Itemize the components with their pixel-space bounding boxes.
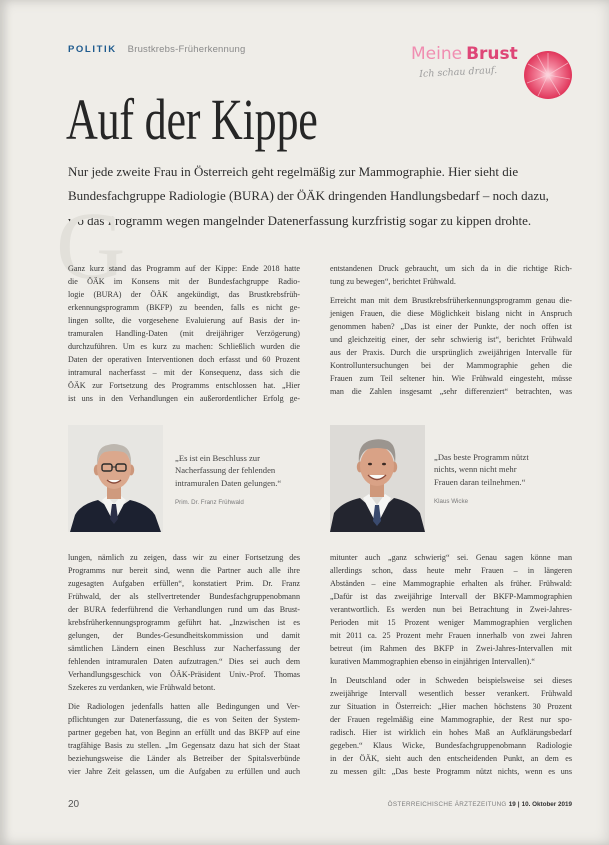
text-line-content: jenigen Frauen, die diese Möglichkeit bislang nicht in Anspruch [330, 309, 572, 318]
text-line-content: gelungen, der Bundes-Gesundheitskommission und damit [68, 631, 300, 640]
text-line [68, 353, 300, 366]
text-line [68, 288, 300, 301]
text-line [330, 752, 572, 765]
text-line-content: Verhandlungsgeschick von ÖÄK-Präsident Univ.-Prof. Thomas [68, 670, 300, 679]
text-line-content: Perioden mit 15 Prozent weniger Mammographien verglichen [330, 618, 572, 627]
quote-line: intramuralen Daten gelungen.“ [175, 477, 282, 488]
text-line-content: krebsfrüherkennungsprogramm geführt hat. „Inzwischen ist es [68, 618, 300, 627]
text-line [330, 765, 572, 778]
text-line [68, 366, 300, 379]
quote-line: Frauen daran teilnehmen.“ [434, 476, 526, 487]
text-line-content: Die Radiologen jedenfalls hatten alle Bedingungen und Ver- [68, 702, 300, 711]
paragraph [330, 262, 572, 288]
quote-line: nichts, wenn nicht mehr [434, 464, 517, 475]
lead-line: Bundesfachgruppe Radiologie (BURA) der ÖÄK dringenden Handlungsbedarf – noch dazu, [68, 188, 549, 204]
portrait-photo-frühwald [68, 425, 163, 532]
text-line-content: Frühwald, der als stellvertretender Bundesfachgruppenobmann [68, 592, 300, 601]
text-line [68, 392, 300, 405]
text-line [68, 726, 300, 739]
text-line [330, 700, 572, 713]
text-line-content: „Dafür ist das zweijährige Intervall der BKFP-Mammographien [330, 592, 572, 601]
text-line-content: in der ÖÄK, sieht auch den entscheidenden Punkt, an dem es [330, 754, 572, 763]
text-line [330, 674, 572, 687]
text-line-content: genommen haben? „Das ist einer der Punkte, der noch offen ist [330, 322, 572, 331]
text-line-content: tramuralen Handling-Daten (mit dreijähriger Verzögerung) [68, 329, 300, 338]
issue-date: 10. Oktober 2019 [521, 801, 572, 808]
text-line-content: logie (BURA) der ÖÄK angekündigt, das Brustkrebsfrüh- [68, 290, 300, 299]
logo-wordmark [411, 44, 518, 64]
text-line-content: aus der Praxis. Durch die ursprünglich zweijährigen Intervalle für [330, 348, 572, 357]
text-line [330, 577, 572, 590]
text-line-content: gegeben.“ Klaus Wicke, Bundesfachgruppenobmann Radiologie [330, 741, 572, 750]
text-line-content: mit 2011 ca. 25 Prozent mehr Frauen innerhalb von zwei Jahren [330, 631, 572, 640]
pull-quote-frühwald [175, 452, 295, 510]
text-line [330, 346, 572, 359]
text-line [68, 564, 300, 577]
quote-line: Nacherfassung der fehlenden [175, 465, 276, 476]
text-line [68, 577, 300, 590]
text-line [330, 333, 572, 346]
logo-word-brust: Brust [466, 44, 518, 64]
text-line-content: radisch. Hier ist wirklich ein hohes Maß an Aufklärungsbedarf [330, 728, 572, 737]
text-line-content: beziehungsweise die Länder als Betreiber der Spitalsverbünde [68, 754, 300, 763]
text-line-content: tragfähige Basis zu stellen. „Im Gegensatz dazu hat sich der Staat [68, 741, 300, 750]
text-line [68, 713, 300, 726]
text-line [330, 372, 572, 385]
quote-line: „Das beste Programm nützt [434, 452, 529, 462]
text-line [68, 340, 300, 353]
text-line [68, 629, 300, 642]
issue-number: 19 [508, 801, 516, 808]
text-line-content: Daten der operativen Interventionen doch erfasst und 60 Prozent [68, 355, 300, 364]
body-column-bottom-right [330, 551, 572, 778]
text-line-content: lungen, nämlich zu zeigen, dass wir zu einer Fortsetzung des [68, 553, 300, 562]
page-number: 20 [68, 799, 80, 810]
text-line-content: entstandenen Druck gebraucht, um sich da in die richtige Rich- [330, 264, 572, 273]
text-line [330, 275, 572, 288]
text-line-content: mitunter auch „ganz schwierig“ sei. Genau sagen könne man [330, 553, 572, 562]
text-line-content: verantwortlich. Es werden nun bei Betrachtung in Zwei-Jahres- [330, 605, 572, 614]
text-line-content: lingen sollte, die vorgesehene Evaluierung auf Basis der in- [68, 316, 300, 325]
text-line [330, 590, 572, 603]
text-line [330, 629, 572, 642]
quote-author: Prim. Dr. Franz Frühwald [175, 499, 244, 507]
text-line [330, 687, 572, 700]
text-line [68, 590, 300, 603]
text-line-content: vier Jahre Zeit gelassen, um die Aufgaben zu erfüllen und auch [68, 767, 300, 776]
paragraph [68, 262, 300, 405]
text-line-content: zugesagten Aufgaben erfüllen“, konstatiert Prim. Dr. Franz [68, 579, 300, 588]
text-line-content: durchzuführen. Um es kurz zu machen: Schließlich wurden die [68, 342, 300, 351]
text-line [68, 739, 300, 752]
text-line-content: ÖÄK zur Fortsetzung des Programms entschlossen hat. „Hier [68, 381, 300, 390]
text-line [68, 379, 300, 392]
text-line-content: sämtlichen Ländern einen Beschluss zur Nacherfassung der [68, 644, 300, 653]
text-line-content: zur Situation in Österreich: „Hier machen höchstens 30 Prozent [330, 702, 572, 711]
text-line [330, 603, 572, 616]
text-line [330, 642, 572, 655]
logo-sunburst-icon [522, 49, 574, 101]
text-line [330, 307, 572, 320]
text-line-content: allerdings schon, dass heute mehr Frauen – in längeren [330, 566, 572, 575]
text-line [330, 655, 572, 668]
text-line [68, 603, 300, 616]
text-line-content: kurativen Mammographien ebenso in einjährigen Intervallen).“ [330, 657, 535, 666]
text-line [68, 668, 300, 681]
magazine-name: ÖSTERREICHISCHE ÄRZTEZEITUNG [387, 801, 507, 808]
pull-quote-wicke [434, 451, 569, 509]
text-line-content: Kontrolluntersuchungen bei der Mammographie gehen die [330, 361, 572, 370]
text-line [330, 739, 572, 752]
text-line [68, 262, 300, 275]
portrait-photo-wicke [330, 425, 425, 532]
text-line [68, 642, 300, 655]
logo-tagline: Ich schau drauf. [419, 64, 498, 80]
section-header [68, 39, 245, 57]
text-line-content: pflichtungen zur Datenerfassung, die es von Seiten der System- [68, 715, 300, 724]
text-line [68, 275, 300, 288]
text-line [330, 551, 572, 564]
paragraph [330, 551, 572, 668]
text-line-content: zweijährige Intervall wesentlich besser verankert. Frühwald [330, 689, 572, 698]
text-line-content: man die Zahlen insgesamt „sehr differenziert“ betrachten, was [330, 387, 572, 396]
text-line-content: partner gegeben hat, von Beginn an erfüllt und das BKFP auf eine [68, 728, 300, 737]
text-line-content: fehlenden intramuralen Daten aufzutragen.“ Dies sei auch dem [68, 657, 300, 666]
text-line-content: und gleichzeitig einer, der sehr schwierig ist“, berichtet Frühwald [330, 335, 572, 344]
text-line [330, 616, 572, 629]
text-line [68, 681, 300, 694]
text-line [68, 314, 300, 327]
text-line-content: ist uns in den Verhandlungen ein außerordentlicher Erfolg ge- [68, 394, 300, 403]
text-line [68, 551, 300, 564]
body-column-top-right [330, 262, 572, 398]
text-line-content: Programms nur bereit sind, wenn die Partner auch alle ihre [68, 566, 300, 575]
body-column-bottom-left [68, 551, 300, 778]
text-line [68, 616, 300, 629]
body-column-top-left [68, 262, 300, 405]
paragraph [330, 294, 572, 398]
text-line [68, 655, 300, 668]
topic-label: Brustkrebs-Früherkennung [127, 44, 246, 55]
drop-cap-initial: G [56, 192, 126, 299]
quote-line: „Es ist ein Beschluss zur [175, 453, 260, 463]
text-line [330, 294, 572, 307]
text-line-content: der Frauen regelmäßig eine Mammographie, der Rest nur spo- [330, 715, 572, 724]
text-line [330, 713, 572, 726]
logo-word-meine: Meine [411, 44, 463, 64]
text-line [68, 700, 300, 713]
text-line [68, 765, 300, 778]
quote-author: Klaus Wicke [434, 498, 469, 506]
footer-separator: | [517, 801, 520, 808]
text-line [68, 301, 300, 314]
lead-line: Nur jede zweite Frau in Österreich geht regelmäßig zur Mammographie. Hier sieht die [68, 164, 519, 179]
text-line-content: Ganz kurz stand das Programm auf der Kippe: Ende 2018 hatte [68, 264, 300, 273]
section-label: POLITIK [68, 44, 117, 55]
text-line-content: zu messen gilt: „Das beste Programm nützt nichts, wenn es uns [330, 767, 572, 776]
text-line-content: die ÖÄK im Konsens mit der Bundesfachgruppe Radio- [68, 277, 300, 286]
paragraph [68, 551, 300, 694]
text-line-content: erkennungsprogramm (BKFP) zu beenden, falls es nicht ge- [68, 303, 300, 312]
text-line [330, 564, 572, 577]
article-lead [68, 160, 563, 233]
paragraph [68, 700, 300, 778]
campaign-logo [405, 36, 580, 111]
text-line-content: betreut (im Rahmen des BKFP in Zwei-Jahres-Intervallen mit [330, 644, 572, 653]
text-line-content: intramural nacherfasst – mit der Konsequenz, dass sich die [68, 368, 300, 377]
text-line-content: Erreicht man mit dem Brustkrebsfrüherkennungsprogramm genau die- [330, 296, 572, 305]
text-line [330, 359, 572, 372]
text-line [68, 327, 300, 340]
footer-publication [388, 801, 572, 808]
article-title: Auf der Kippe [66, 87, 318, 152]
text-line-content: tung zu bewegen“, berichtet Frühwald. [330, 277, 456, 286]
text-line [330, 385, 572, 398]
lead-line: wo das Programm wegen mangelnder Datenerfassung kurzfristig sogar zu kippen drohte. [68, 212, 532, 228]
text-line [330, 320, 572, 333]
text-line-content: Szekeres zu verdanken, wie Frühwald betont. [68, 683, 216, 692]
text-line [68, 752, 300, 765]
text-line-content: der BURA federführend die Verhandlungen rund um das Brust- [68, 605, 300, 614]
text-line-content: Abständen – eine Mammographie erhalten als früher. Frühwald: [330, 579, 572, 588]
text-line-content: In Deutschland oder in Schweden beispielsweise sei dieses [330, 676, 572, 685]
text-line-content: Frauen zum Teil seltener hin. Wie Frühwald eingesteht, müsse [330, 374, 572, 383]
text-line [330, 726, 572, 739]
text-line [330, 262, 572, 275]
paragraph [330, 674, 572, 778]
